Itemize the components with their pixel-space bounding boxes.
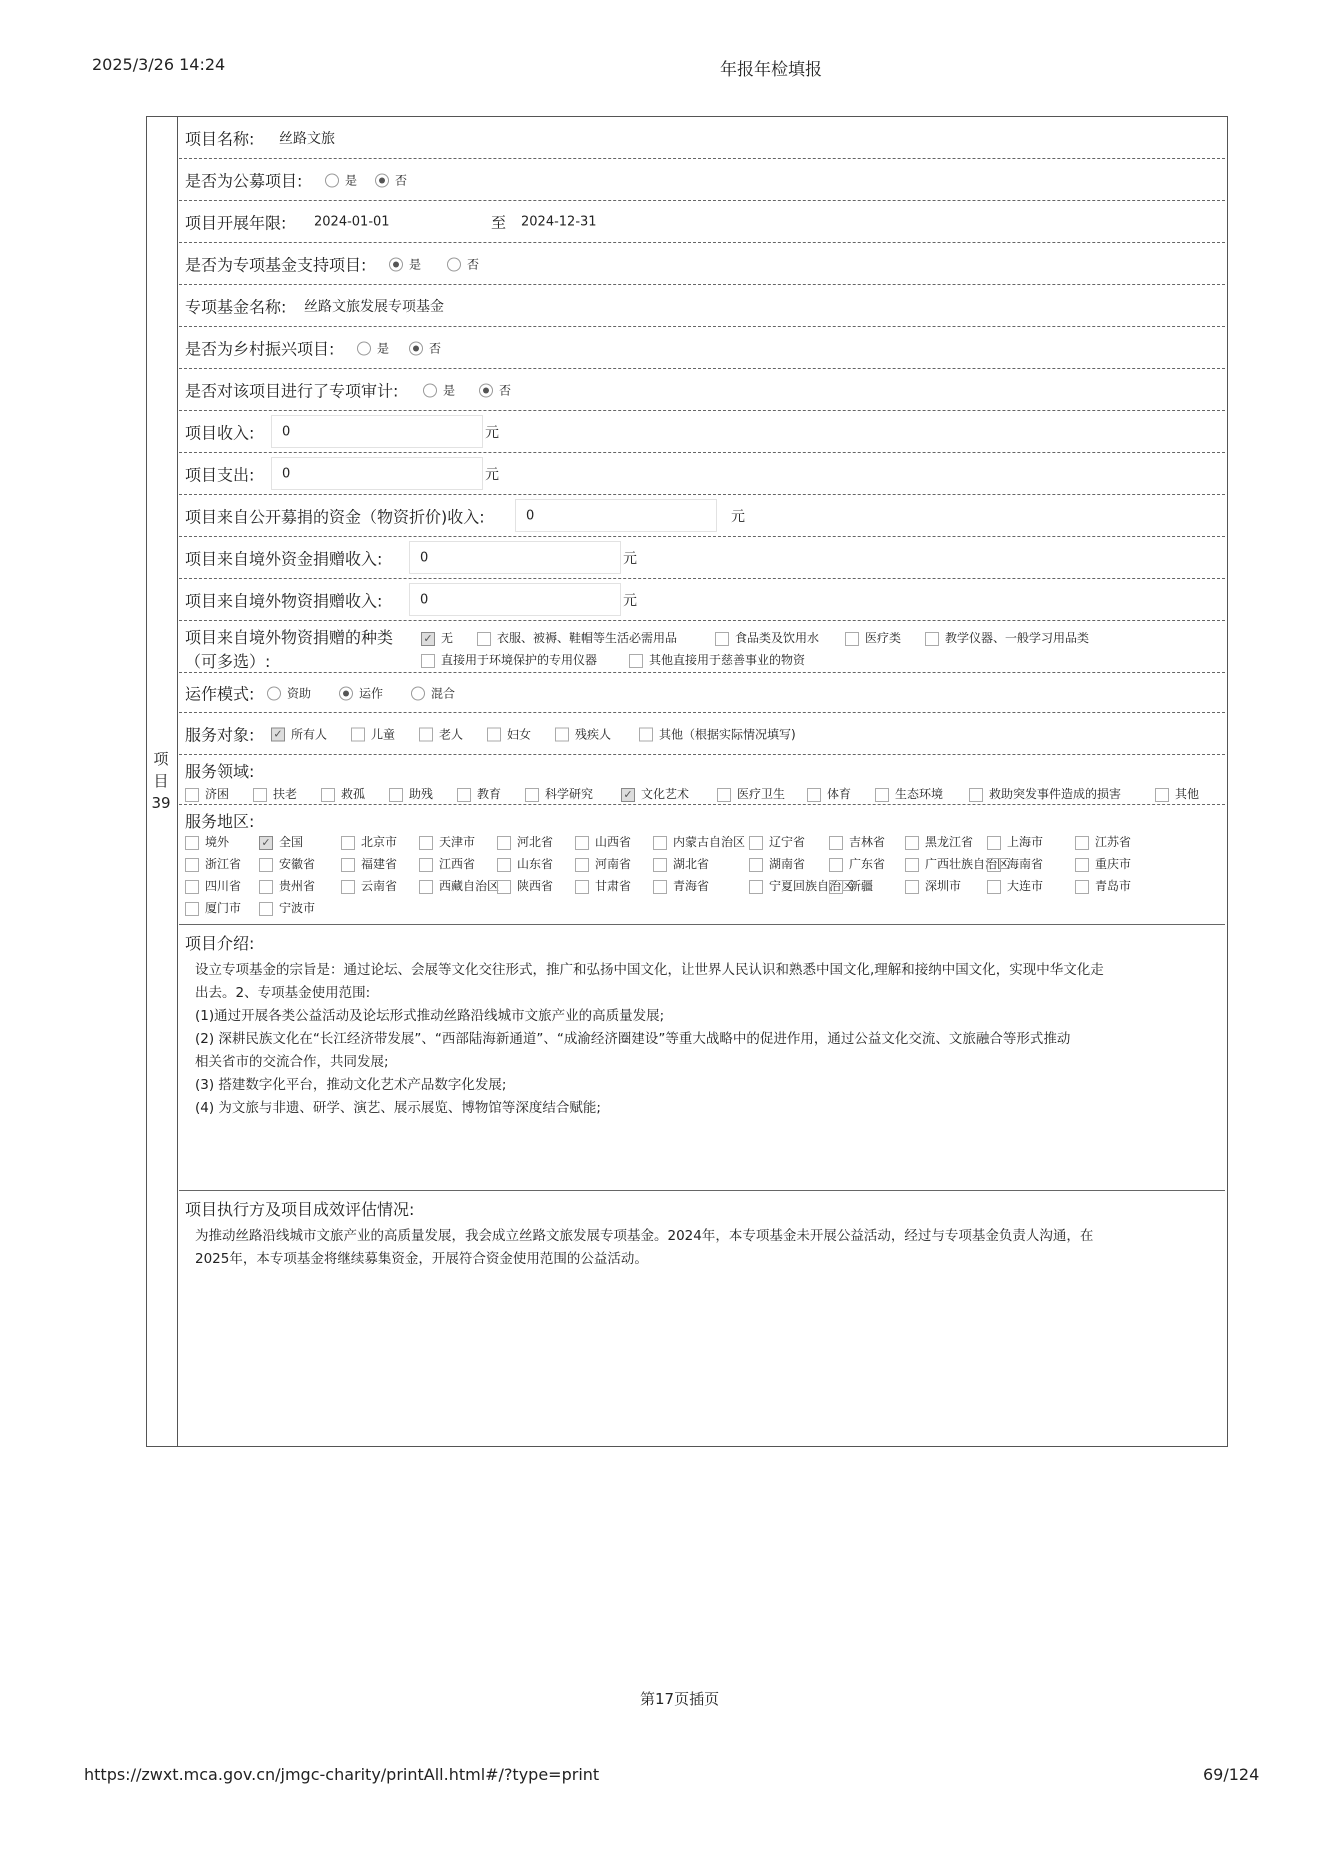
checkbox-icon [575,858,589,872]
region-option-label: 浙江省 [205,857,242,871]
service-region-label: 服务地区: [185,812,255,831]
target-option[interactable]: 残疾人 [555,725,611,742]
field-option[interactable]: 医疗卫生 [717,785,785,802]
checkbox-icon [1075,836,1089,850]
foreign-goods-field[interactable]: 0 [409,583,621,616]
rural-label: 是否为乡村振兴项目: [185,339,335,358]
period-end-value: 2024-12-31 [521,214,597,229]
checkbox-icon [525,788,539,802]
region-option-label: 山东省 [517,857,554,871]
region-option-label: 河南省 [595,857,632,871]
print-page-count: 69/124 [1203,1765,1260,1784]
intro-line: (3) 搭建数字化平台，推动文化艺术产品数字化发展; [195,1077,507,1093]
region-option[interactable] [1075,877,1131,894]
public-donation-label: 项目来自公开募捐的资金（物资折价)收入: [185,507,485,526]
checkbox-icon [653,880,667,894]
row-income [179,411,1225,453]
income-label: 项目收入: [185,423,255,442]
field-option[interactable]: 济困 [185,785,229,802]
region-option-label: 贵州省 [279,879,316,893]
project-evaluation-text [195,1225,1205,1271]
region-option-label: 大连市 [1007,879,1044,893]
period-start-value: 2024-01-01 [314,214,390,229]
region-option[interactable] [653,877,709,894]
service-field-label: 服务领域: [185,762,255,781]
region-option-label: 河北省 [517,835,554,849]
region-option-label: 江西省 [439,857,476,871]
checkbox-icon [987,858,1001,872]
region-option-label: 四川省 [205,879,242,893]
row-foreign-cash [179,537,1225,579]
region-option-label: 陕西省 [517,879,554,893]
region-option[interactable] [575,877,631,894]
print-datetime: 2025/3/26 14:24 [92,55,226,74]
expense-label: 项目支出: [185,465,255,484]
field-option[interactable]: 体育 [807,785,851,802]
region-option[interactable] [259,877,315,894]
region-option-label: 上海市 [1007,835,1044,849]
region-option[interactable] [497,833,553,850]
fund-no-option[interactable]: 否 [447,255,479,272]
checkbox-icon [419,880,433,894]
checkbox-icon [987,880,1001,894]
checkbox-icon [341,836,355,850]
region-option[interactable] [419,855,475,872]
checkbox-icon [829,880,843,894]
checkbox-icon [259,880,273,894]
region-option[interactable] [829,833,885,850]
expense-unit: 元 [485,466,499,483]
fund-name-label: 专项基金名称: [185,297,287,316]
region-option[interactable] [259,899,315,916]
checkbox-icon [925,632,939,646]
foreign-cash-unit: 元 [623,550,637,567]
audit-label: 是否对该项目进行了专项审计: [185,381,399,400]
goods-type-label-2: （可多选）: [185,652,271,671]
checkbox-icon [875,788,889,802]
checkbox-icon [1155,788,1169,802]
region-option-label: 内蒙古自治区 [673,835,746,849]
row-expense [179,453,1225,495]
income-field[interactable]: 0 [271,415,483,448]
region-option[interactable] [575,833,631,850]
radio-icon [411,687,425,701]
side-column [147,117,178,1446]
checkbox-icon [1075,858,1089,872]
checkbox-icon [639,728,653,742]
region-option-label: 黑龙江省 [925,835,974,849]
checkbox-icon [185,858,199,872]
goods-type-option[interactable]: 教学仪器、一般学习用品类 [925,629,1089,646]
checkbox-icon [905,858,919,872]
region-option-label: 青海省 [673,879,710,893]
mode-option[interactable]: 资助 [267,684,311,701]
row-special-audit [179,369,1225,411]
foreign-goods-unit: 元 [623,592,637,609]
project-name-label: 项目名称: [185,129,255,148]
region-option-label: 宁夏回族自治区 [769,879,854,893]
foreign-cash-field[interactable]: 0 [409,541,621,574]
project-period-label: 项目开展年限: [185,213,287,232]
row-fund-name [179,285,1225,327]
region-option[interactable] [259,855,315,872]
region-option[interactable] [905,877,961,894]
region-option[interactable] [829,877,873,894]
radio-icon [325,174,339,188]
region-option[interactable] [653,833,745,850]
print-url: https://zwxt.mca.gov.cn/jmgc-charity/printAll.html#/?type=print [84,1765,600,1784]
checkbox-icon [185,836,199,850]
region-option[interactable] [419,833,475,850]
region-option[interactable] [749,833,805,850]
page-title: 年报年检填报 [720,60,822,80]
field-option[interactable]: 救助突发事件造成的损害 [969,785,1121,802]
radio-icon [267,687,281,701]
intro-line: 设立专项基金的宗旨是：通过论坛、会展等文化交往形式，推广和弘扬中国文化，让世界人民认识和熟悉中国文化,理解和接纳中国文化，实现中华文化走 [195,962,1104,978]
region-option[interactable] [497,855,553,872]
checkbox-icon [185,902,199,916]
checkbox-icon [629,654,643,668]
region-option-label: 江苏省 [1095,835,1132,849]
checkbox-icon [555,728,569,742]
checkbox-icon [987,836,1001,850]
public-yes-option[interactable]: 是 [325,171,357,188]
region-option-label: 福建省 [361,857,398,871]
checkbox-icon [807,788,821,802]
region-option[interactable] [653,855,709,872]
checkbox-icon [749,858,763,872]
checkbox-icon [497,836,511,850]
region-option-label: 湖北省 [673,857,710,871]
public-donation-unit: 元 [731,508,745,525]
checkbox-checked-icon: ✓ [271,728,285,742]
field-option[interactable]: 其他 [1155,785,1199,802]
row-goods-types [179,621,1225,673]
region-option[interactable] [829,855,885,872]
project-form [146,116,1228,1447]
special-fund-label: 是否为专项基金支持项目: [185,255,367,274]
region-option-label: 青岛市 [1095,879,1132,893]
region-option[interactable] [185,899,241,916]
checkbox-icon [419,858,433,872]
region-option[interactable] [905,833,973,850]
mode-option[interactable]: 混合 [411,684,455,701]
checkbox-icon [185,788,199,802]
income-unit: 元 [485,424,499,441]
row-service-targets [179,713,1225,755]
checkbox-icon [575,880,589,894]
region-option-label: 深圳市 [925,879,962,893]
region-option-label: 辽宁省 [769,835,806,849]
field-option[interactable]: 助残 [389,785,433,802]
checkbox-checked-icon: ✓ [621,788,635,802]
row-service-regions [179,805,1225,925]
page-insert-label: 第17页插页 [640,1690,720,1708]
project-intro-label: 项目介绍: [185,934,255,953]
checkbox-icon [477,632,491,646]
goods-type-option[interactable]: ✓ 无 [421,629,453,646]
expense-field[interactable]: 0 [271,457,483,490]
field-option[interactable]: 科学研究 [525,785,593,802]
intro-line: 出去。2、专项基金使用范围: [195,985,371,1001]
region-option[interactable] [341,877,397,894]
region-option-label: 北京市 [361,835,398,849]
radio-icon [447,258,461,272]
region-option-label: 吉林省 [849,835,886,849]
intro-line: (2) 深耕民族文化在“长江经济带发展”、“西部陆海新通道”、“成渝经济圈建设”等重大战略中的促进作用，通过公益文化交流、文旅融合等形式推动 [195,1031,1071,1047]
region-option-label: 广东省 [849,857,886,871]
checkbox-icon [653,858,667,872]
checkbox-icon [829,836,843,850]
field-option[interactable]: 教育 [457,785,501,802]
checkbox-icon [717,788,731,802]
region-option[interactable] [749,855,805,872]
target-option[interactable]: 儿童 [351,725,395,742]
mode-option[interactable]: 运作 [339,684,383,701]
fund-name-value: 丝路文旅发展专项基金 [304,298,444,315]
row-service-fields [179,755,1225,805]
region-option-label: 全国 [279,835,304,849]
project-number-label: 项目39 [151,750,171,812]
checkbox-icon [749,836,763,850]
goods-type-option[interactable]: 医疗类 [845,629,901,646]
row-project-evaluation [179,1191,1225,1446]
row-rural-revitalization [179,327,1225,369]
row-foreign-goods [179,579,1225,621]
region-option[interactable] [987,833,1043,850]
service-target-label: 服务对象: [185,725,255,744]
region-option[interactable] [987,855,1043,872]
field-option[interactable]: 生态环境 [875,785,943,802]
region-option-label: 安徽省 [279,857,316,871]
project-evaluation-label: 项目执行方及项目成效评估情况: [185,1200,415,1219]
target-option[interactable]: ✓ 所有人 [271,725,327,742]
goods-type-option[interactable]: 其他直接用于慈善事业的物资 [629,651,805,668]
checkbox-icon [497,880,511,894]
region-option-label: 广西壮族自治区 [925,857,1010,871]
rural-yes-option[interactable]: 是 [357,339,389,356]
target-option[interactable]: 妇女 [487,725,531,742]
radio-selected-icon [479,384,493,398]
operation-mode-label: 运作模式: [185,684,255,703]
checkbox-icon [497,858,511,872]
checkbox-icon [421,654,435,668]
checkbox-icon [341,880,355,894]
region-option-label: 境外 [205,835,230,849]
field-option[interactable]: 救孤 [321,785,365,802]
intro-line: (1)通过开展各类公益活动及论坛形式推动丝路沿线城市文旅产业的高质量发展; [195,1008,665,1024]
target-option[interactable]: 老人 [419,725,463,742]
checkbox-icon [341,858,355,872]
region-option-label: 云南省 [361,879,398,893]
checkbox-icon [419,836,433,850]
row-project-name [179,117,1225,159]
checkbox-checked-icon: ✓ [259,836,273,850]
region-option[interactable] [185,833,229,850]
checkbox-icon [419,728,433,742]
radio-selected-icon [375,174,389,188]
region-option[interactable] [341,855,397,872]
form-body [179,117,1227,1446]
region-option-label: 宁波市 [279,901,316,915]
checkbox-icon [905,880,919,894]
foreign-cash-label: 项目来自境外资金捐赠收入: [185,549,383,568]
checkbox-icon [749,880,763,894]
region-option-label: 厦门市 [205,901,242,915]
checkbox-checked-icon: ✓ [421,632,435,646]
checkbox-icon [259,902,273,916]
fund-yes-option[interactable]: 是 [389,255,421,272]
region-option[interactable] [497,877,553,894]
checkbox-icon [653,836,667,850]
row-project-intro [179,925,1225,1191]
checkbox-icon [845,632,859,646]
intro-line: (4) 为文旅与非遗、研学、演艺、展示展览、博物馆等深度结合赋能; [195,1100,601,1116]
row-public-fundraising [179,159,1225,201]
checkbox-icon [389,788,403,802]
region-option[interactable] [575,855,631,872]
region-option-label: 甘肃省 [595,879,632,893]
radio-selected-icon [409,342,423,356]
checkbox-icon [351,728,365,742]
checkbox-icon [575,836,589,850]
radio-selected-icon [339,687,353,701]
radio-selected-icon [389,258,403,272]
checkbox-icon [715,632,729,646]
period-to-label: 至 [491,213,507,231]
row-public-donation [179,495,1225,537]
rural-no-option[interactable]: 否 [409,339,441,356]
public-donation-field[interactable]: 0 [515,499,717,532]
checkbox-icon [253,788,267,802]
field-option[interactable]: 扶老 [253,785,297,802]
checkbox-icon [185,880,199,894]
checkbox-icon [829,858,843,872]
region-option[interactable] [987,877,1043,894]
evaluation-line: 为推动丝路沿线城市文旅产业的高质量发展，我会成立丝路文旅发展专项基金。2024年，本专项基金未开展公益活动，经过与专项基金负责人沟通，在 [195,1228,1094,1244]
goods-type-option[interactable]: 食品类及饮用水 [715,629,819,646]
intro-line: 相关省市的交流合作，共同发展; [195,1054,389,1070]
region-option[interactable] [419,877,499,894]
project-intro-text [195,959,1205,1120]
region-option[interactable] [185,877,241,894]
checkbox-icon [457,788,471,802]
evaluation-line: 2025年，本专项基金将继续募集资金，开展符合资金使用范围的公益活动。 [195,1251,648,1267]
radio-icon [423,384,437,398]
region-option[interactable] [185,855,241,872]
region-option[interactable] [1075,855,1131,872]
region-option-label: 天津市 [439,835,476,849]
region-option-label: 湖南省 [769,857,806,871]
region-option[interactable] [259,833,303,850]
region-option-label: 西藏自治区 [439,879,500,893]
region-option[interactable] [341,833,397,850]
region-option-label: 山西省 [595,835,632,849]
region-option-label: 新疆 [849,879,874,893]
public-no-option[interactable]: 否 [375,171,407,188]
row-project-period [179,201,1225,243]
target-option[interactable]: 其他（根据实际情况填写) [639,725,796,742]
checkbox-icon [905,836,919,850]
audit-yes-option[interactable]: 是 [423,381,455,398]
row-operation-mode [179,673,1225,713]
field-option[interactable]: ✓ 文化艺术 [621,785,689,802]
checkbox-icon [259,858,273,872]
project-name-value: 丝路文旅 [279,130,335,147]
audit-no-option[interactable]: 否 [479,381,511,398]
checkbox-icon [1075,880,1089,894]
goods-type-option[interactable]: 衣服、被褥、鞋帽等生活必需用品 [477,629,677,646]
goods-type-option[interactable]: 直接用于环境保护的专用仪器 [421,651,597,668]
radio-icon [357,342,371,356]
foreign-goods-label: 项目来自境外物资捐赠收入: [185,591,383,610]
checkbox-icon [321,788,335,802]
row-special-fund [179,243,1225,285]
checkbox-icon [487,728,501,742]
checkbox-icon [969,788,983,802]
region-option[interactable] [1075,833,1131,850]
region-option-label: 重庆市 [1095,857,1132,871]
goods-type-label: 项目来自境外物资捐赠的种类 [185,628,394,647]
region-option-label: 海南省 [1007,857,1044,871]
public-fundraising-label: 是否为公募项目: [185,171,303,190]
